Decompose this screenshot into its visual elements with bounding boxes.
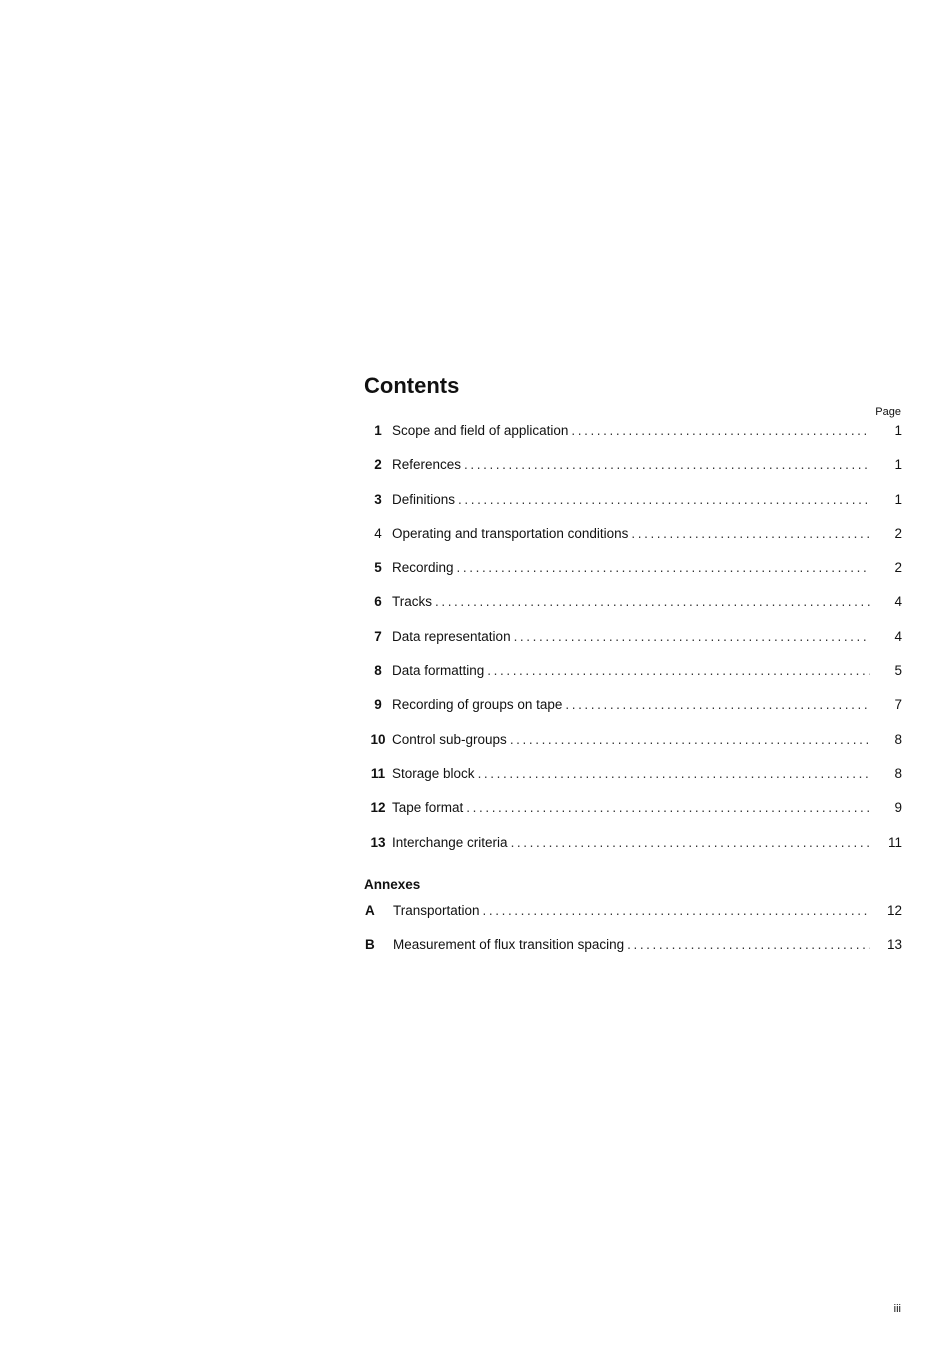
- leader-dots: [565, 696, 870, 714]
- toc-number: 5: [374, 560, 382, 576]
- leader-dots: [487, 662, 870, 680]
- toc-page: 2: [894, 525, 902, 541]
- toc-row: [364, 696, 902, 730]
- leader-dots: [571, 422, 870, 440]
- toc-page: 1: [894, 491, 902, 507]
- leader-dots: [483, 902, 870, 920]
- toc-number: 6: [374, 594, 382, 610]
- toc-number: 13: [370, 834, 386, 850]
- leader-dots: [466, 799, 870, 817]
- toc-page: 9: [894, 800, 902, 816]
- annex-label: Measurement of flux transition spacing: [393, 937, 625, 953]
- toc-row: [364, 525, 902, 559]
- annexes-heading: Annexes: [364, 876, 421, 892]
- toc-label: Control sub-groups: [392, 731, 507, 747]
- toc-row: [364, 765, 902, 799]
- toc-label: Recording: [392, 560, 454, 576]
- toc-page: 5: [894, 663, 902, 679]
- toc-page: 2: [894, 560, 902, 576]
- toc-row: [364, 628, 902, 662]
- toc-label: Scope and field of application: [392, 423, 569, 438]
- leader-dots: [631, 525, 870, 543]
- annex-letter: A: [365, 902, 375, 918]
- toc-row: [364, 662, 902, 696]
- toc-number: 4: [374, 525, 382, 541]
- page-title: Contents: [364, 373, 460, 398]
- toc-number: 8: [374, 663, 382, 679]
- table-of-contents: [364, 370, 902, 970]
- annex-letter: B: [365, 937, 375, 953]
- toc-label: Recording of groups on tape: [392, 697, 563, 713]
- toc-row: [364, 593, 902, 627]
- leader-dots: [627, 936, 870, 954]
- leader-dots: [510, 731, 870, 749]
- toc-number: 12: [370, 800, 386, 816]
- toc-row: [364, 731, 902, 765]
- toc-page: 8: [894, 765, 902, 781]
- footer-page-number: iii: [893, 1303, 901, 1315]
- leader-dots: [435, 593, 870, 611]
- toc-label: References: [392, 457, 462, 473]
- annex-page: 13: [886, 937, 902, 953]
- annex-row: [364, 936, 902, 970]
- toc-page: 7: [894, 697, 902, 713]
- toc-number: 10: [370, 731, 386, 747]
- annex-label: Transportation: [393, 902, 480, 918]
- toc-label: Tape format: [392, 800, 464, 816]
- toc-label: Interchange criteria: [392, 834, 508, 850]
- leader-dots: [514, 628, 870, 646]
- toc-page: 1: [894, 457, 902, 473]
- toc-row: [364, 559, 902, 593]
- toc-label: Tracks: [392, 594, 432, 610]
- toc-page: 11: [887, 834, 902, 850]
- annex-page: 12: [886, 902, 902, 918]
- leader-dots: [457, 559, 870, 577]
- toc-row: [364, 834, 902, 868]
- toc-page: 4: [894, 628, 902, 644]
- toc-row: [364, 422, 902, 456]
- toc-number: 2: [374, 457, 382, 473]
- toc-number: 9: [374, 697, 382, 713]
- toc-page: 8: [894, 731, 902, 747]
- toc-label: Storage block: [392, 765, 475, 781]
- toc-page: 4: [894, 594, 902, 610]
- leader-dots: [511, 834, 870, 852]
- toc-label: Data representation: [392, 628, 511, 644]
- toc-label: Data formatting: [392, 663, 485, 679]
- page-column-header: Page: [875, 406, 901, 418]
- toc-number: 7: [374, 628, 382, 644]
- toc-label: Operating and transportation conditions: [392, 525, 629, 541]
- toc-label: Definitions: [392, 491, 456, 507]
- toc-row: [364, 491, 902, 525]
- toc-page: 1: [894, 423, 902, 438]
- leader-dots: [458, 491, 870, 509]
- leader-dots: [464, 456, 870, 474]
- toc-number: 3: [374, 491, 382, 507]
- toc-row: [364, 799, 902, 833]
- toc-number: 1: [374, 423, 382, 438]
- leader-dots: [478, 765, 870, 783]
- toc-number: 11: [370, 765, 386, 781]
- toc-row: [364, 456, 902, 490]
- annex-row: [364, 902, 902, 936]
